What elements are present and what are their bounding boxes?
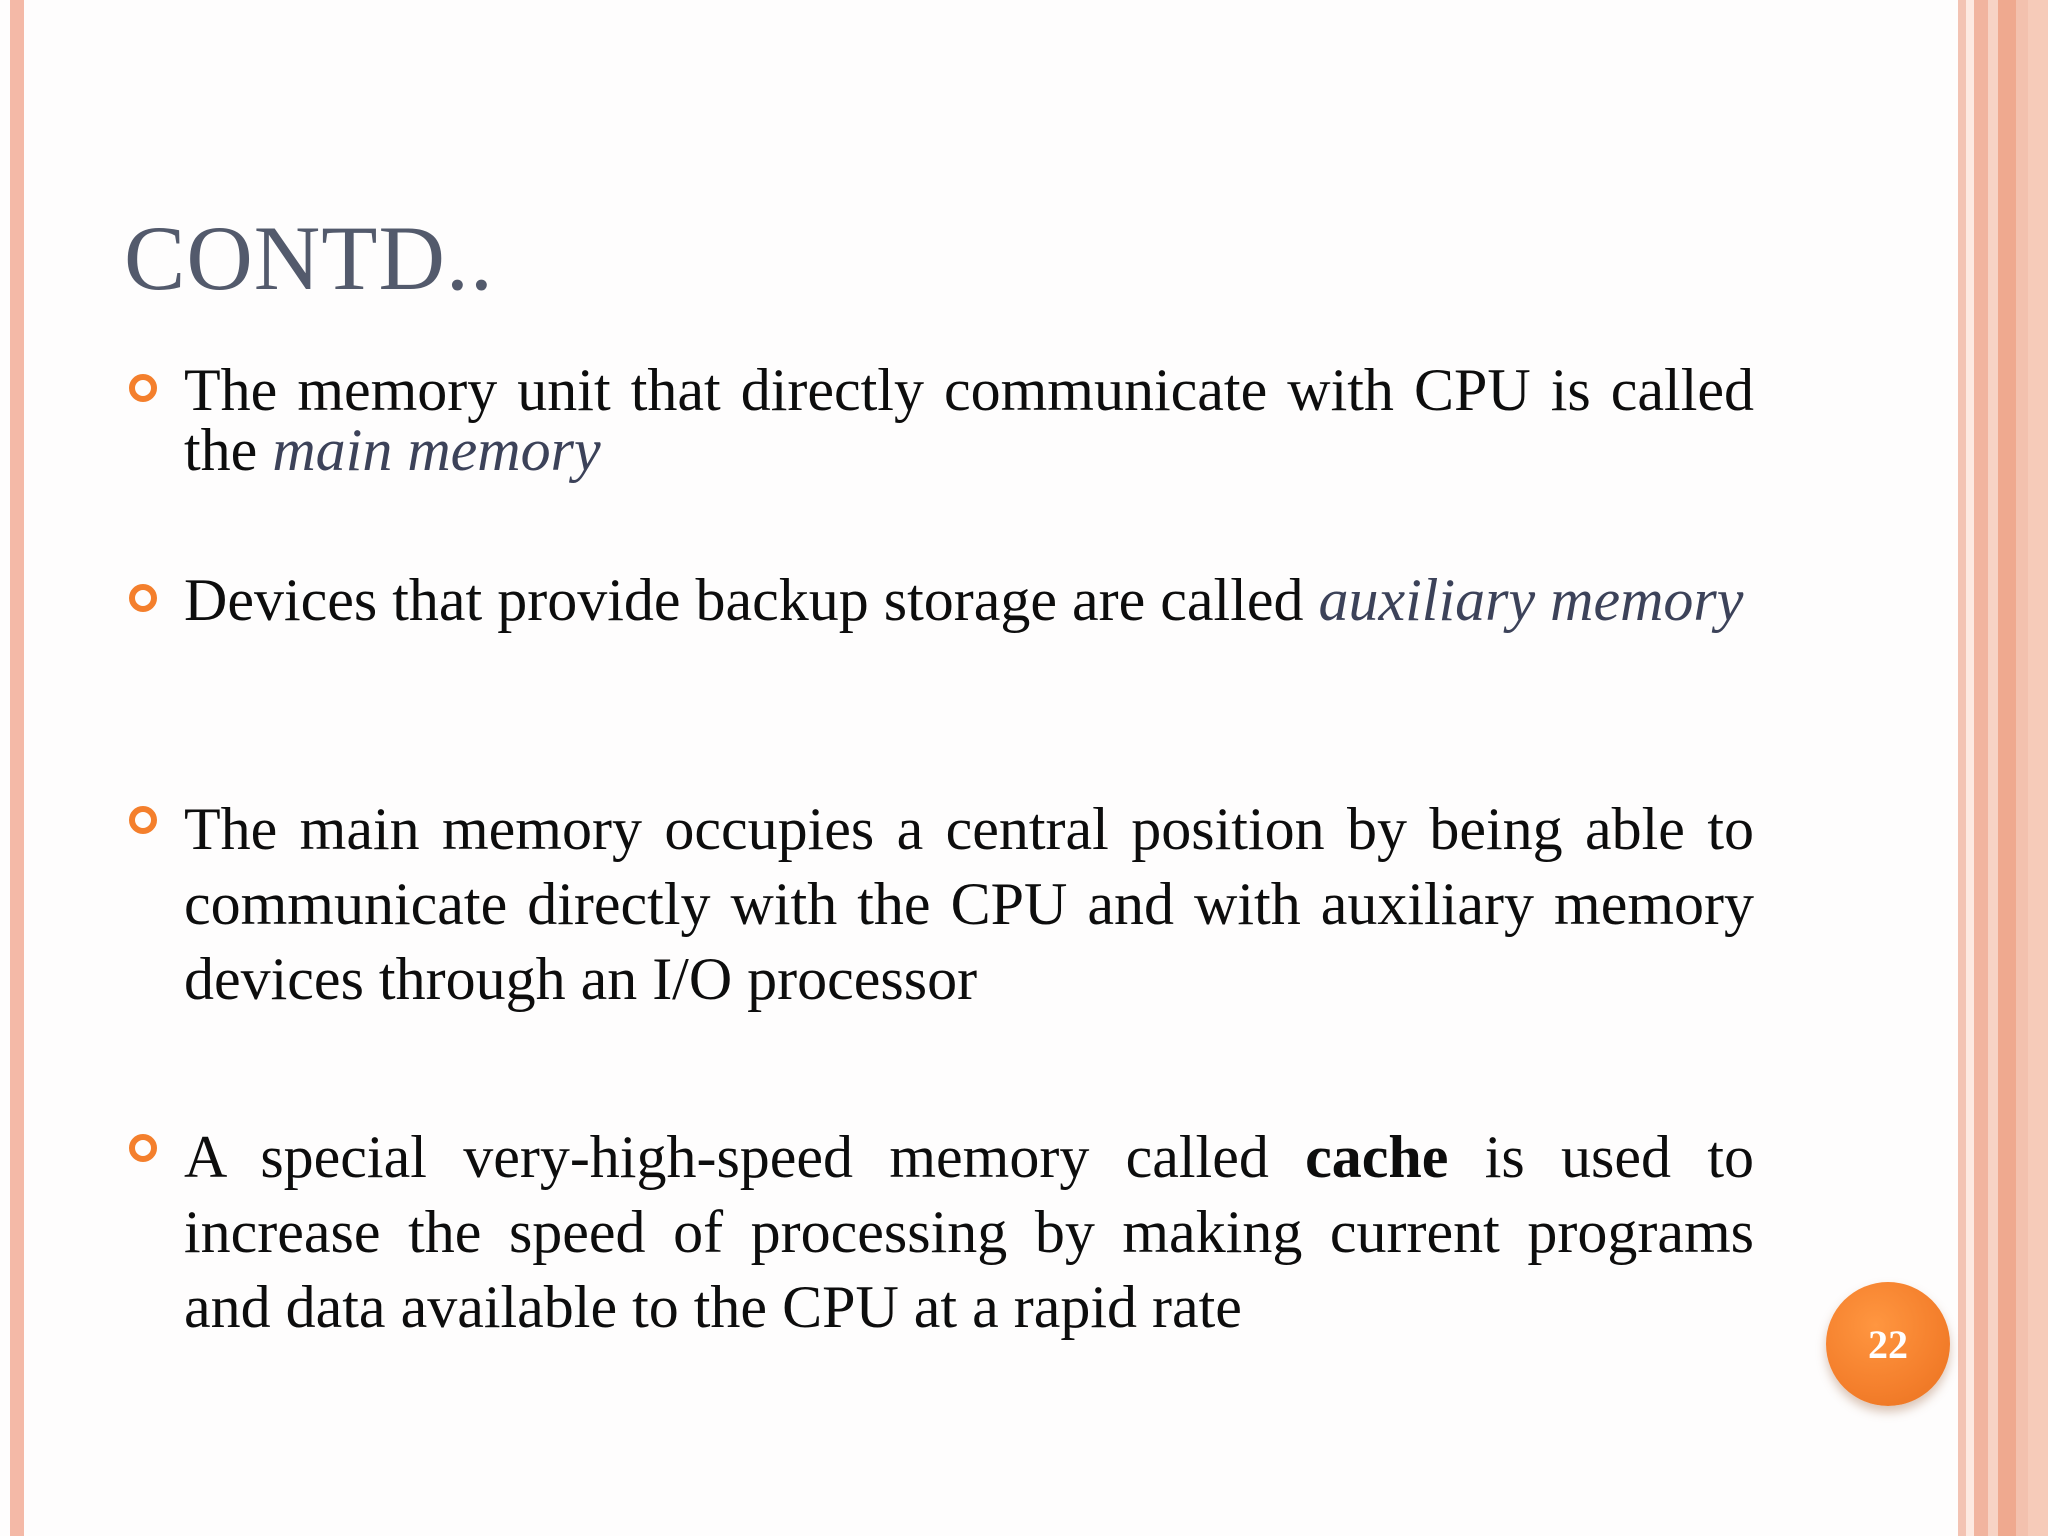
- cache-term: cache: [1305, 1124, 1449, 1190]
- bullet-text: [184, 357, 1754, 483]
- circle-bullet-icon: [129, 806, 157, 834]
- bullet-text-plain: Devices that provide backup storage are called: [184, 567, 1319, 633]
- circle-bullet-icon: [129, 584, 157, 612]
- page-number: 22: [1868, 1321, 1908, 1367]
- circle-bullet-icon: [129, 374, 157, 402]
- bullet-text: [184, 567, 1754, 633]
- bullet-text: [184, 1120, 1754, 1345]
- circle-bullet-icon: [129, 1134, 157, 1162]
- page-number-badge: [1826, 1282, 1950, 1406]
- bullet-text-plain: is used to increase the speed of processing by making current programs and data available to the CPU at a rapid rate: [184, 1124, 1754, 1340]
- bullet-text-plain: A special very-high-speed memory called: [184, 1124, 1306, 1190]
- bullet-text-plain: The memory unit that directly communicate with CPU is called the: [184, 357, 1754, 483]
- left-border-stripe: [10, 0, 24, 1536]
- auxiliary-memory-term: auxiliary memory: [1318, 567, 1744, 633]
- right-decorative-stripes: [1958, 0, 2048, 1536]
- slide-title: CONTD..: [124, 207, 494, 309]
- bullet-text: The main memory occupies a central position by being able to communicate directly with the CPU and with auxiliary memory devices through an I/O processor: [184, 796, 1754, 1012]
- main-memory-term: main memory: [272, 417, 601, 483]
